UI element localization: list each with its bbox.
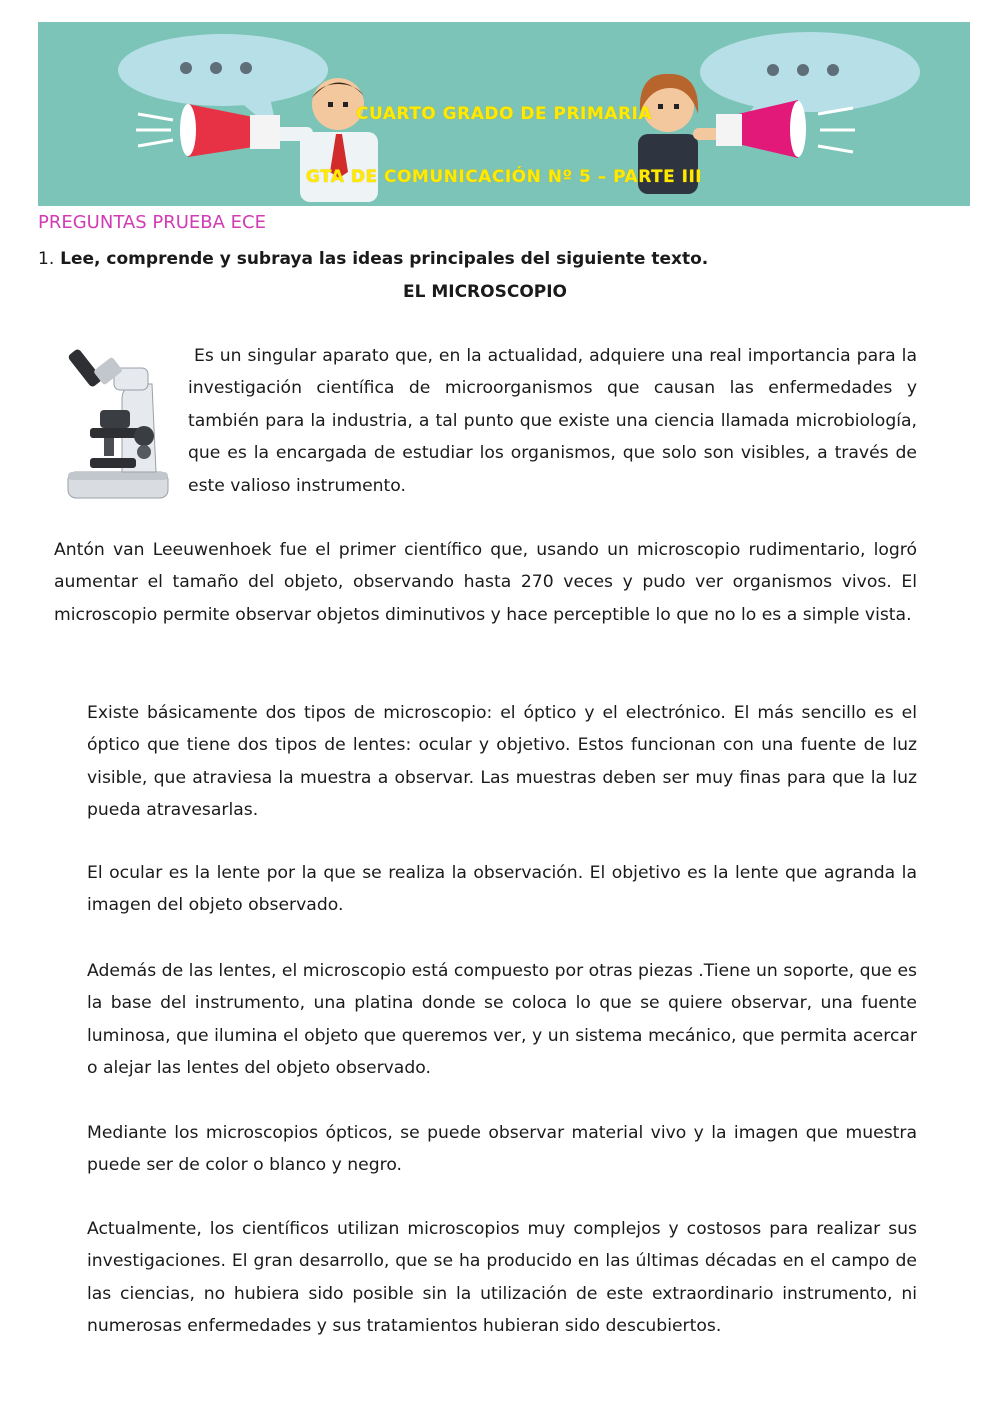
paragraph-3: Existe básicamente dos tipos de microscopio: el óptico y el electrónico. El más sencillo es el óptico que tiene dos tipos de lentes: ocular y objetivo. Estos funcionan con una fuente de luz visible, que atraviesa la muestra a observar. Las muestras deben ser muy finas para que la luz pueda atravesarlas. xyxy=(87,703,917,821)
microscope-icon xyxy=(60,340,178,502)
paragraph-2: Antón van Leeuwenhoek fue el primer científico que, usando un microscopio rudimentario, logró aumentar el tamaño del objeto, observando hasta 270 veces y pudo ver organismos vivos. El microscopio permite observar objetos diminutivos y hace perceptible lo que no lo es a simple vista. xyxy=(54,540,917,625)
guide-title: GTA DE COMUNICACIÓN Nº 5 – PARTE III xyxy=(305,167,703,187)
instruction-text: Lee, comprende y subraya las ideas principales del siguiente texto. xyxy=(60,249,709,269)
paragraph-5: Además de las lentes, el microscopio está compuesto por otras piezas .Tiene un soporte, que es la base del instrumento, una platina donde se coloca lo que se quiere observar, una fuente luminosa, que ilumina el objeto que queremos ver, y un sistema mecánico, que permita acercar o alejar las lentes del objeto observado. xyxy=(87,961,917,1079)
paragraph-4: El ocular es la lente por la que se realiza la observación. El objetivo es la lente que agranda la imagen del objeto observado. xyxy=(87,863,917,916)
instruction xyxy=(38,249,708,269)
paragraph-7: Actualmente, los científicos utilizan microscopios muy complejos y costosos para realizar sus investigaciones. El gran desarrollo, que se ha producido en las últimas décadas en el campo de las ciencias, no hubiera sido posible sin la utilización de este extraordinario instrumento, ni numerosas enfermedades y sus tratamientos hubieran sido descubiertos. xyxy=(87,1219,917,1337)
paragraph-1: Es un singular aparato que, en la actualidad, adquiere una real importancia para la investigación científica de microorganismos que causan las enfermedades y también para la industria, a tal punto que existe una ciencia llamada microbiología, que es la encargada de estudiar los organismos, que solo son visibles, a través de este valioso instrumento. xyxy=(188,346,917,496)
header-banner xyxy=(38,22,970,206)
document-title: EL MICROSCOPIO xyxy=(402,282,568,302)
section-label: PREGUNTAS PRUEBA ECE xyxy=(38,212,266,233)
grade-title: CUARTO GRADO DE PRIMARIA xyxy=(355,104,653,124)
paragraph-6: Mediante los microscopios ópticos, se puede observar material vivo y la imagen que muestra puede ser de color o blanco y negro. xyxy=(87,1123,917,1176)
instruction-number: 1. xyxy=(38,249,55,269)
